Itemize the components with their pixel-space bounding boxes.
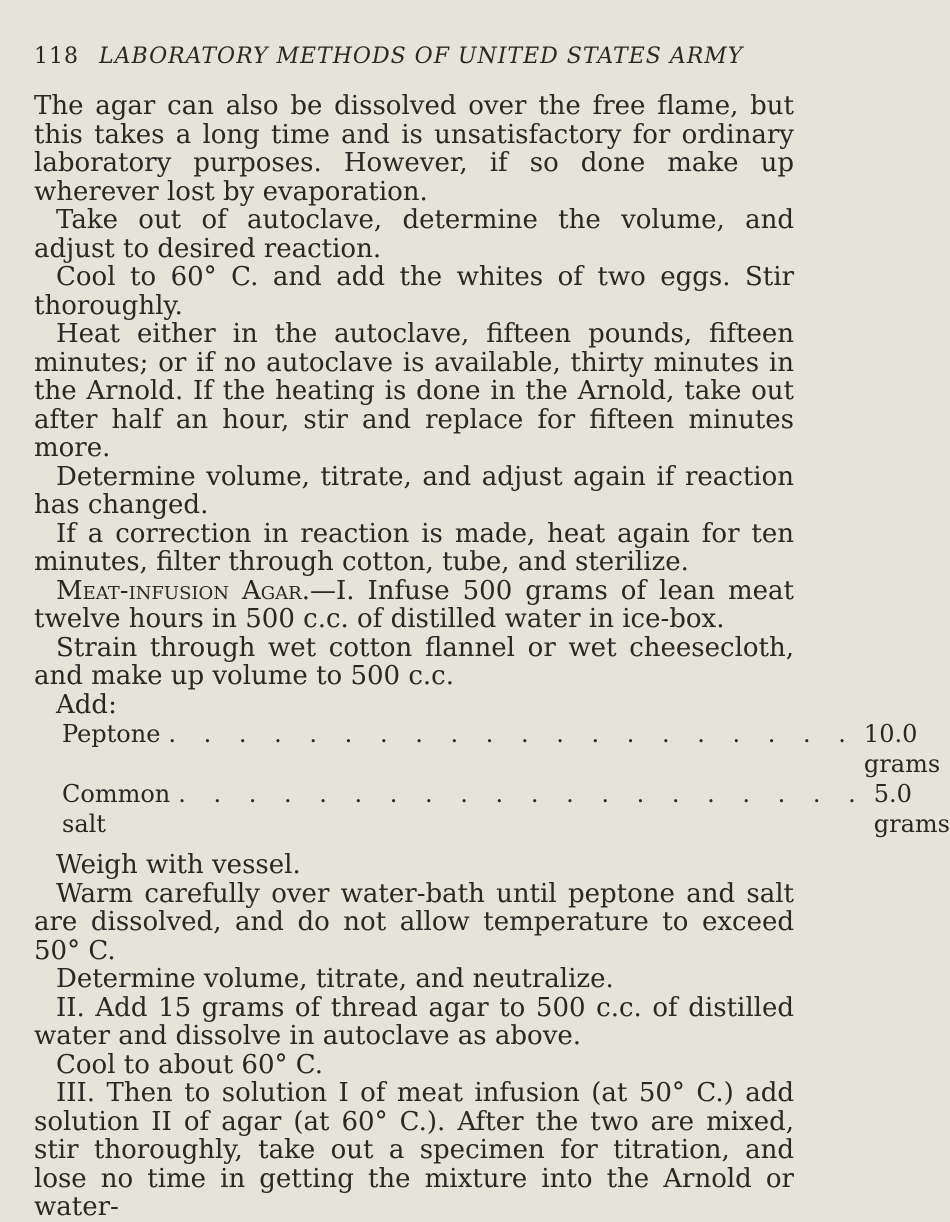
- paragraph: Heat either in the autoclave, fifteen pounds, fifteen minutes; or if no autoclave is available, thirty minutes in the Arnold. If the heating is done in the Arnold, take out after half an hour, stir and replace for fifteen minutes more.: [34, 319, 794, 463]
- ingredient-row: [62, 779, 950, 839]
- paragraph: II. Add 15 grams of thread agar to 500 c.c. of distilled water and dissolve in autoclave as above.: [34, 992, 794, 1051]
- ingredient-name: Common salt: [62, 780, 171, 838]
- paragraph: Weigh with vessel.: [56, 850, 301, 880]
- paragraph: Take out of autoclave, determine the volume, and adjust to desired reaction.: [34, 205, 794, 264]
- paragraph: Cool to about 60° C.: [56, 1049, 323, 1080]
- section-first-sentence: —I. Infuse 500 grams of lean meat twelve hours in 500 c.c. of distilled water in ice-box.: [34, 575, 794, 634]
- paragraph: III. Then to solution I of meat infusion (at 50° C.) add solution II of agar (at 60° C.). After the two are mixed, stir thoroughly, take out a specimen for titration, and lose no time in getting the mixture into the Arnold or water-: [34, 1078, 794, 1222]
- paragraph: Cool to 60° C. and add the whites of two eggs. Stir thoroughly.: [34, 262, 794, 321]
- leader-dots: . . . . . . . . . . . . . . . . . . . .: [168, 720, 856, 748]
- meat-infusion-paragraph: [34, 577, 794, 634]
- ingredient-name: Peptone: [62, 720, 161, 748]
- paragraph: Strain through wet cotton flannel or wet cheesecloth, and make up volume to 500 c.c.: [34, 632, 794, 691]
- add-label: Add:: [56, 689, 117, 720]
- page-number: 118: [34, 44, 79, 69]
- paragraph: Determine volume, titrate, and adjust again if reaction has changed.: [34, 461, 794, 520]
- ingredient-amount: 10.0 grams: [863, 720, 941, 778]
- paragraph: If a correction in reaction is made, heat again for ten minutes, filter through cotton, tube, and sterilize.: [34, 518, 794, 577]
- ingredient-row: [62, 719, 941, 779]
- leader-dots: . . . . . . . . . . . . . . . . . . . .: [178, 780, 866, 808]
- paragraph: Determine volume, titrate, and neutralize.: [56, 964, 614, 994]
- running-head: [34, 44, 743, 69]
- ingredient-amount: 5.0 grams: [873, 780, 950, 838]
- body-text: [34, 91, 950, 1222]
- ingredient-list: [62, 719, 950, 839]
- section-heading: Meat-infusion Agar.: [56, 575, 310, 606]
- paragraph: Warm carefully over water-bath until peptone and salt are dissolved, and do not allow temperature to exceed 50° C.: [34, 878, 794, 966]
- paragraph: The agar can also be dissolved over the free flame, but this takes a long time and is unsatisfactory for ordinary laboratory purposes. However, if so done make up wherever lost by evaporation.: [34, 91, 794, 207]
- running-title: LABORATORY METHODS OF UNITED STATES ARMY: [99, 44, 744, 69]
